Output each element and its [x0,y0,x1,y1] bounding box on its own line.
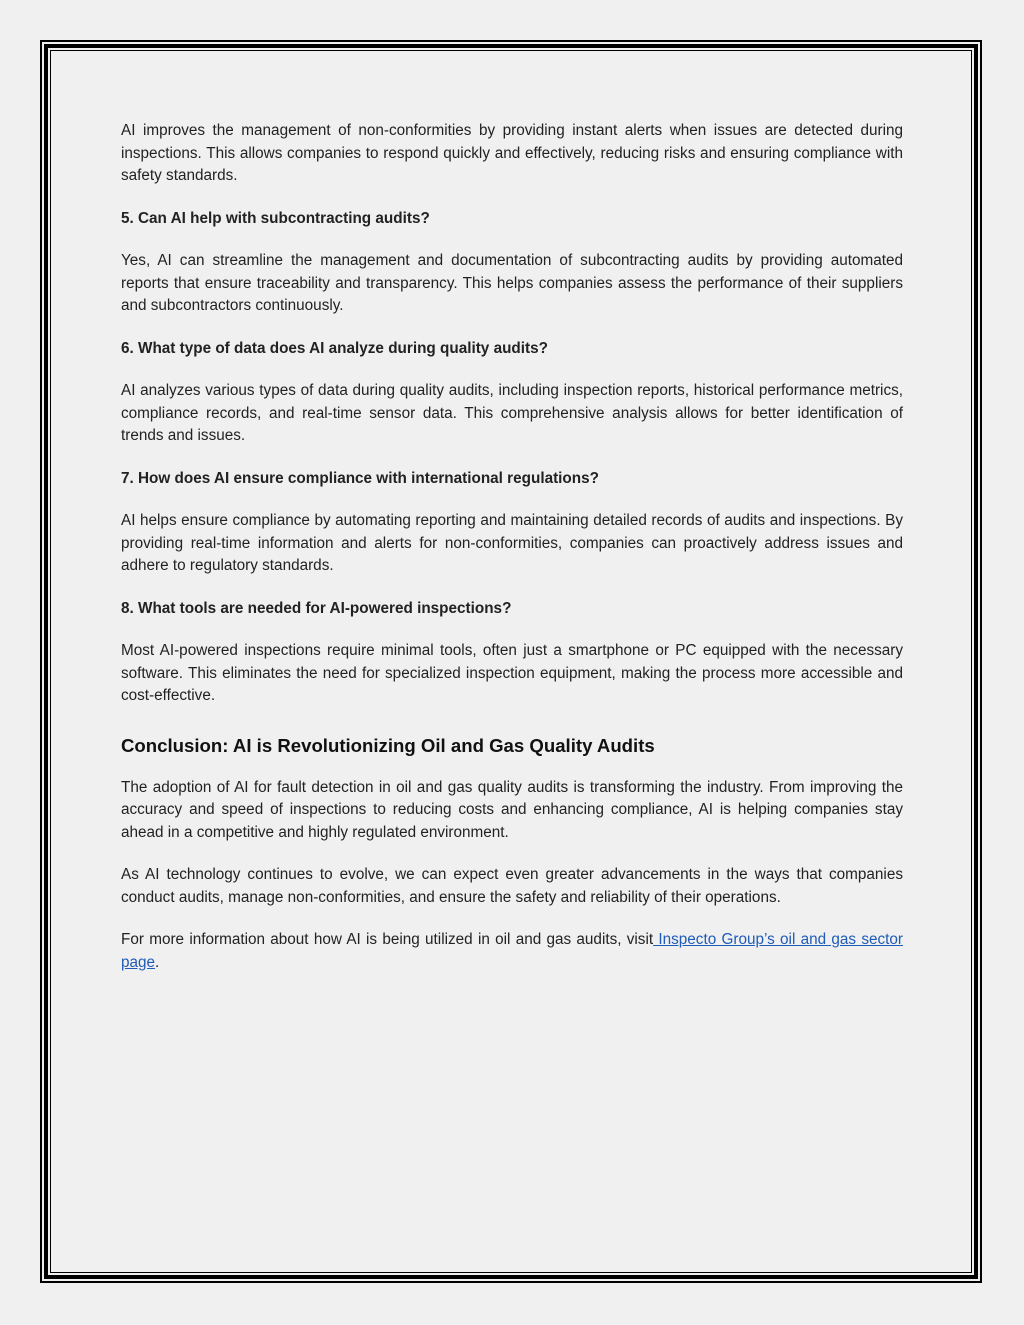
closing-paragraph [121,929,903,974]
faq-answer-8: Most AI-powered inspections require minimal tools, often just a smartphone or PC equipped with the necessary software. This eliminates the need for specialized inspection equipment, making the process more accessible and cost-effective. [121,642,903,704]
faq-question-8: 8. What tools are needed for AI-powered inspections? [121,599,512,617]
faq-answer-6: AI analyzes various types of data during quality audits, including inspection reports, historical performance metrics, compliance records, and real-time sensor data. This comprehensive analysis allows for better identification of trends and issues. [121,382,903,444]
faq-answer-7: AI helps ensure compliance by automating reporting and maintaining detailed records of audits and inspections. By providing real-time information and alerts for non-conformities, companies can proactively address issues and adhere to regulatory standards. [121,512,903,574]
intro-paragraph: AI improves the management of non-conformities by providing instant alerts when issues are detected during inspections. This allows companies to respond quickly and effectively, reducing risks and ensuring compliance with safety standards. [121,122,903,184]
closing-period: . [155,953,160,971]
conclusion-paragraph-1: The adoption of AI for fault detection in oil and gas quality audits is transforming the industry. From improving the accuracy and speed of inspections to reducing costs and enhancing compliance, AI is helping companies stay ahead in a competitive and highly regulated environment. [121,778,903,841]
conclusion-heading: Conclusion: AI is Revolutionizing Oil and Gas Quality Audits [121,734,655,756]
faq-question-5: 5. Can AI help with subcontracting audits? [121,209,430,227]
faq-question-7: 7. How does AI ensure compliance with international regulations? [121,469,599,487]
closing-text: For more information about how AI is being utilized in oil and gas audits, visit [121,931,654,948]
conclusion-paragraph-2: As AI technology continues to evolve, we can expect even greater advancements in the ways that companies conduct audits, manage non-conformities, and ensure the safety and reliability of their operations. [121,866,903,906]
inspecto-group-link[interactable]: Inspecto Group’s oil and gas sector page [121,931,903,971]
faq-answer-5: Yes, AI can streamline the management and documentation of subcontracting audits by providing automated reports that ensure traceability and transparency. This helps companies assess the performance of their suppliers and subcontractors continuously. [121,252,903,314]
faq-question-6: 6. What type of data does AI analyze during quality audits? [121,339,548,357]
document-body [121,120,903,994]
